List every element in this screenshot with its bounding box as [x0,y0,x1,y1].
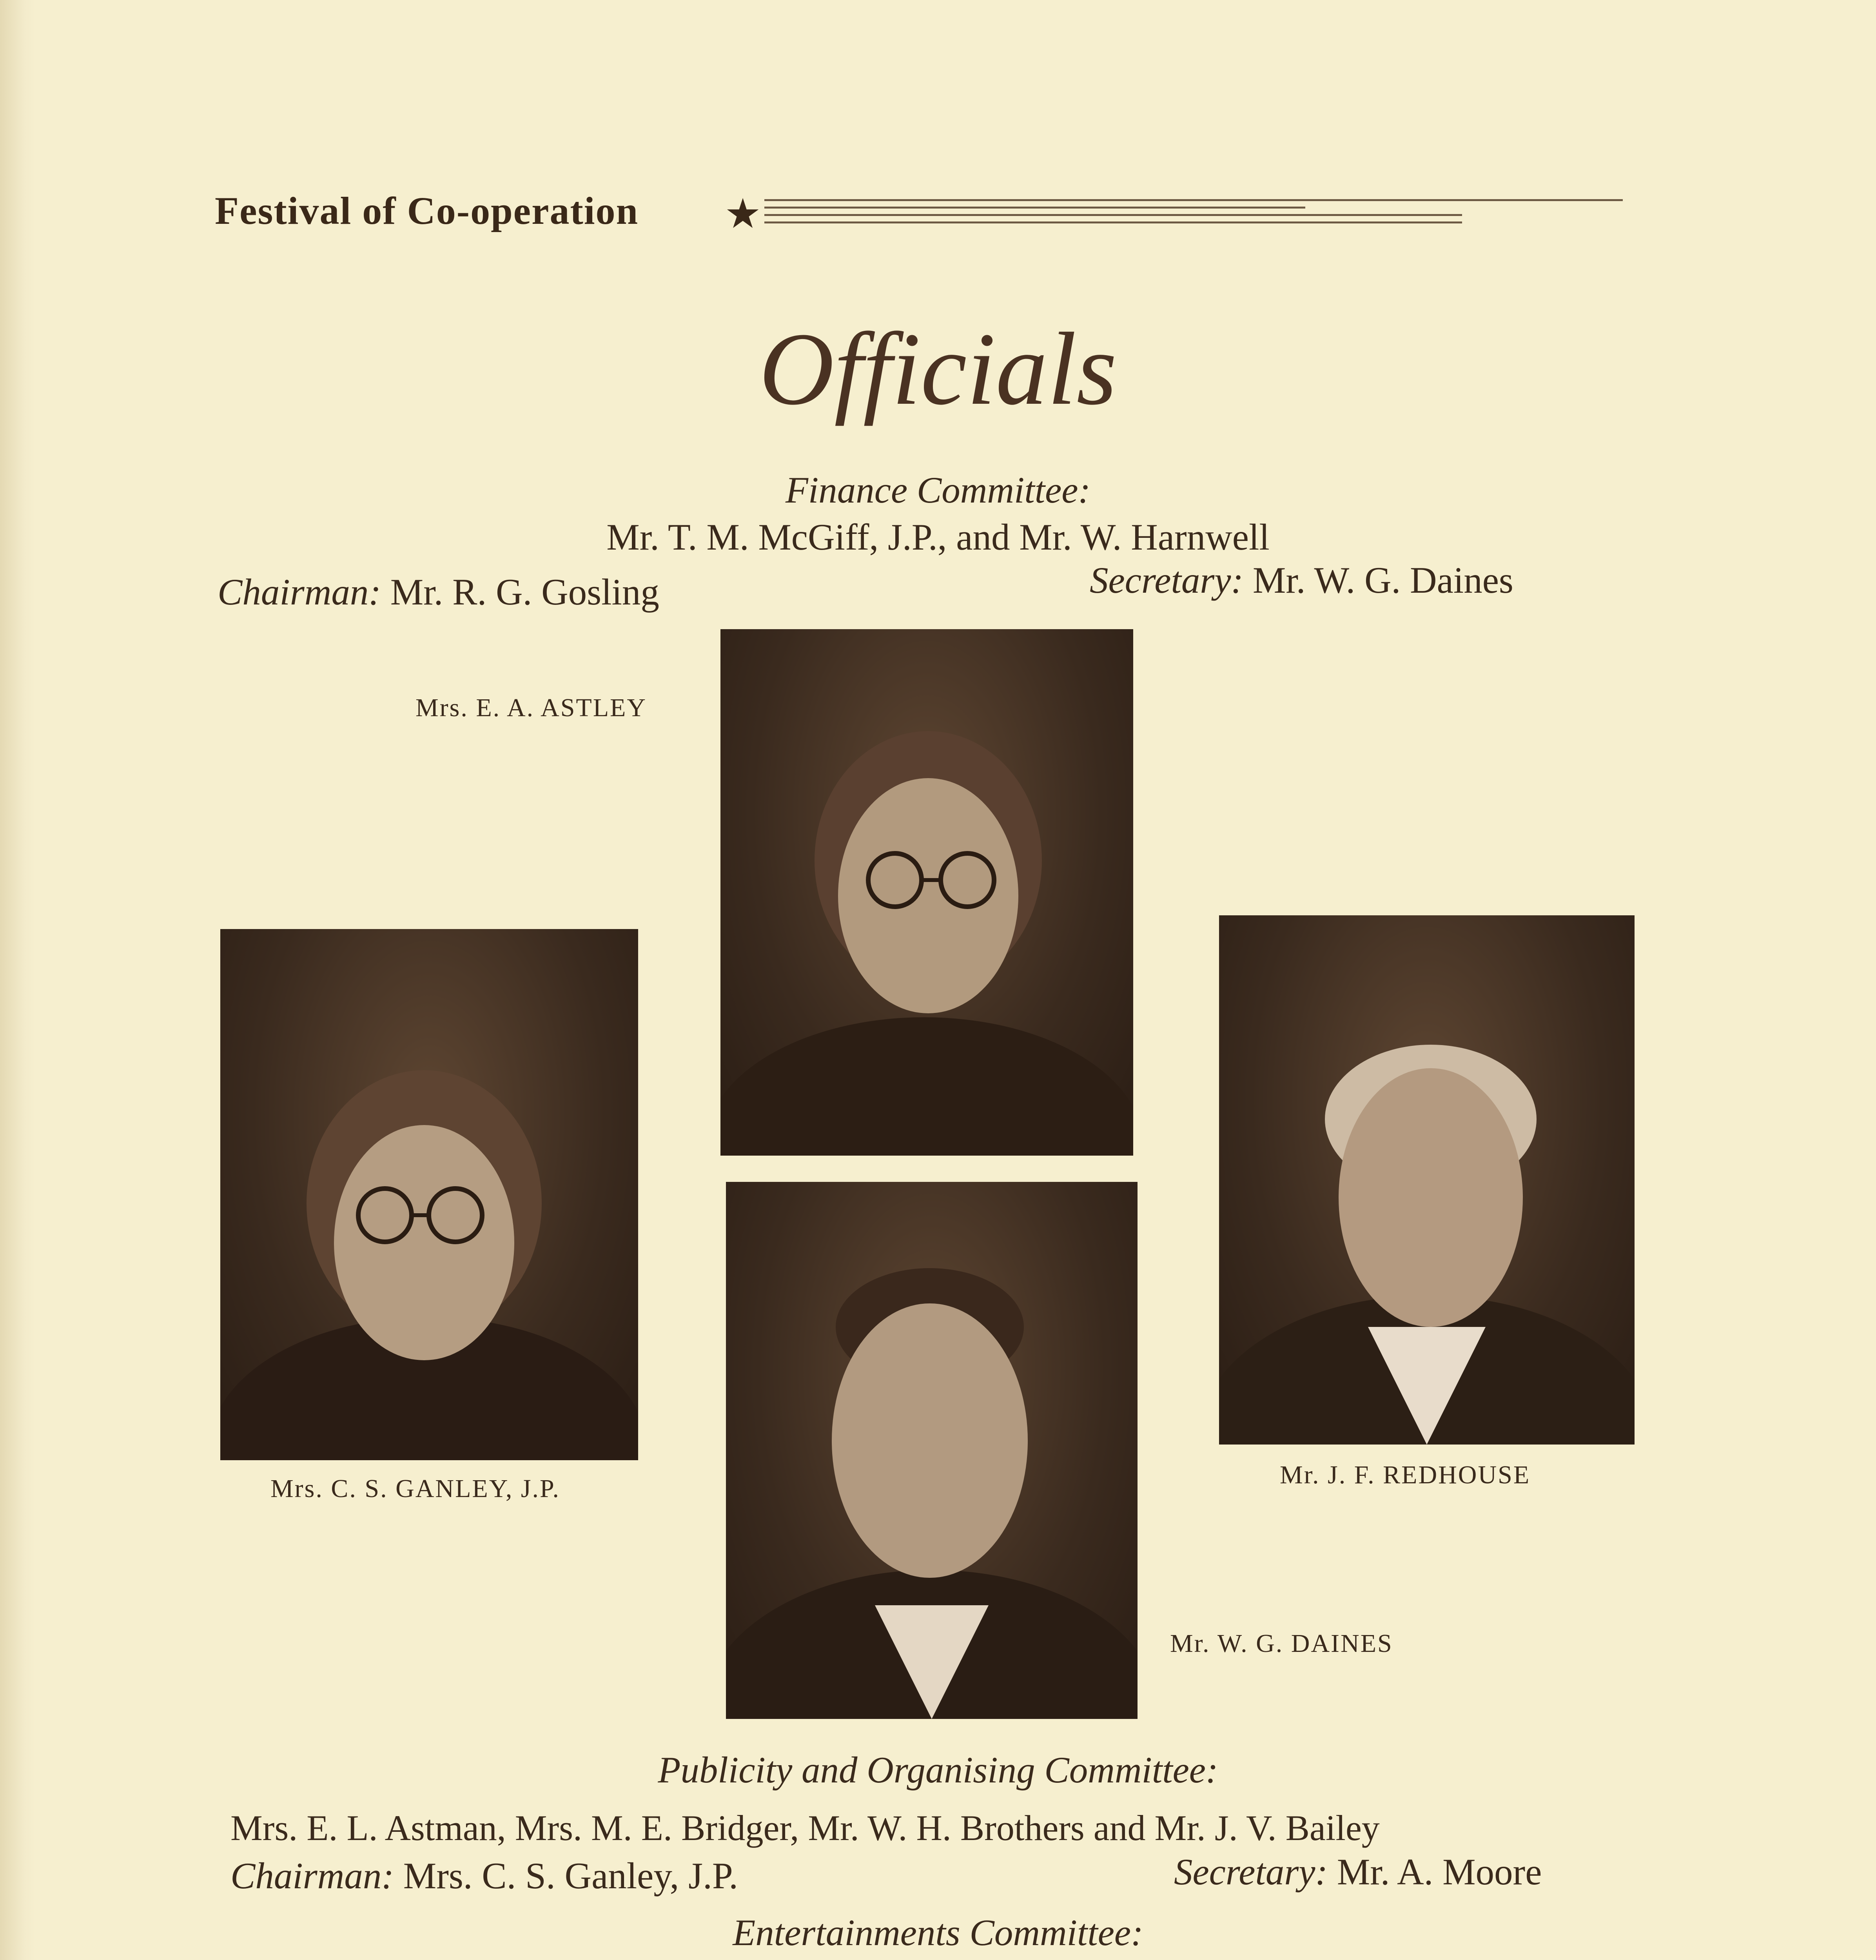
portrait-photo-ganley [220,929,638,1460]
header-rule-4 [764,221,1462,223]
publicity-heading: Publicity and Organising Committee: [658,1749,1218,1791]
finance-chairman: Mr. R. G. Gosling [390,571,659,613]
caption-redhouse: Mr. J. F. REDHOUSE [1280,1461,1531,1489]
entertainments-heading: Entertainments Committee: [733,1912,1143,1953]
finance-members: Mr. T. M. McGiff, J.P., and Mr. W. Harnwell [606,516,1270,558]
header-rule-2 [764,207,1305,209]
finance-secretary-row [1090,559,1513,602]
publicity-chairman-row [230,1854,738,1897]
portrait-astley-figure [720,629,1133,1156]
finance-heading: Finance Committee: [785,469,1091,511]
caption-astley: Mrs. E. A. ASTLEY [415,693,647,722]
caption-daines: Mr. W. G. DAINES [1170,1629,1393,1658]
header-rule-top [764,199,1623,201]
finance-secretary: Mr. W. G. Daines [1252,559,1513,601]
publicity-secretary-label: Secretary: [1174,1851,1328,1893]
portrait-photo-daines [726,1182,1138,1719]
publicity-secretary: Mr. A. Moore [1337,1851,1542,1893]
publicity-members: Mrs. E. L. Astman, Mrs. M. E. Bridger, Mr. W. H. Brothers and Mr. J. V. Bailey [230,1808,1380,1848]
festival-header: Festival of Co-operation [215,189,639,232]
header-rule-3 [764,214,1462,216]
portrait-daines-figure [726,1182,1138,1719]
caption-ganley: Mrs. C. S. GANLEY, J.P. [270,1474,560,1503]
page-title: Officials [759,312,1117,426]
portrait-photo-astley [720,629,1133,1156]
portrait-photo-redhouse [1219,915,1635,1445]
finance-secretary-label: Secretary: [1090,559,1244,601]
page-binding-edge [0,0,35,1960]
publicity-secretary-row [1174,1850,1542,1893]
star-icon: ★ [724,191,762,237]
publicity-chairman-label: Chairman: [230,1855,394,1896]
finance-chairman-row [218,570,659,613]
portrait-ganley-figure [220,929,638,1460]
publicity-chairman: Mrs. C. S. Ganley, J.P. [403,1855,738,1896]
portrait-redhouse-figure [1219,915,1635,1445]
finance-chairman-label: Chairman: [218,571,381,613]
